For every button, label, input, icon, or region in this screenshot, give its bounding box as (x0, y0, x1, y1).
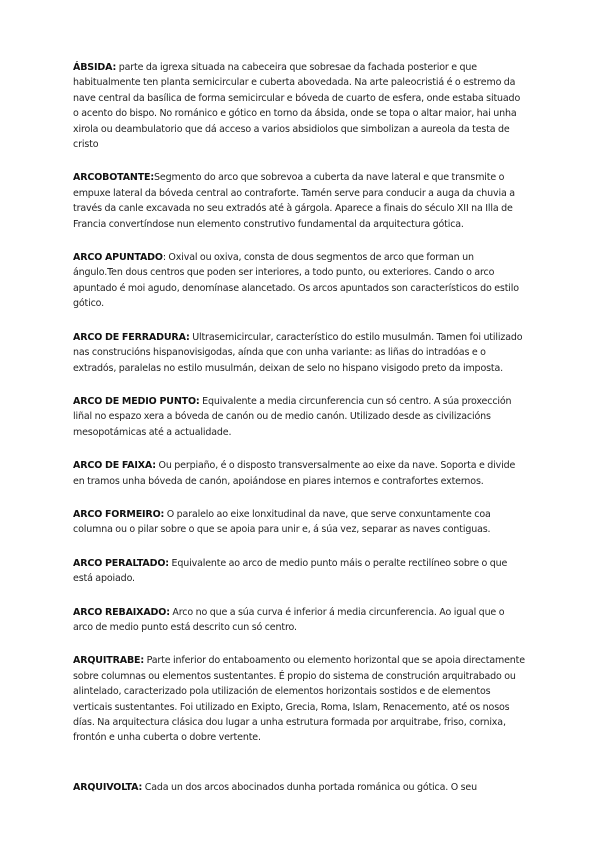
glossary-entry-arco-rebaixado (73, 605, 525, 636)
glossary-definition: parte da igrexa situada na cabeceira que sobresae da fachada posterior e que habitualmente ten planta semicircular e cuberta abovedada. Na arte paleocristiá é o estremo da nave central da basílica de forma semicircular e bóveda de cuarto de esfera, onde estaba situado o acento do bispo. No románico e gótico en torno da ábsida, onde se topa o altar maior, hai unha xirola ou deambulatorio que dá acceso a varios absidiolos que simbolizan a aureola da testa de cristo (73, 62, 521, 151)
glossary-entry-arco-de-ferradura (73, 330, 525, 376)
glossary-entry-arco-de-faixa (73, 458, 525, 489)
glossary-term: ARQUITRABE: (73, 655, 145, 667)
glossary-definition: Equivalente ao arco de medio punto máis o peralte rectilíneo sobre o que está apoiado. (73, 557, 508, 585)
glossary-term: ARCO DE MEDIO PUNTO: (73, 395, 200, 407)
glossary-definition: O paralelo ao eixe lonxitudinal da nave, que serve conxuntamente coa columna ou o pilar sobre o que se apoia para unir e, á súa vez, separar as naves contiguas. (73, 508, 491, 536)
glossary-term: ARCO DE FERRADURA: (73, 331, 190, 343)
glossary-definition: Equivalente a media circunferencia cun só centro. A súa proxección liñal no espazo xera a bóveda de canón ou de medio canón. Utilizado desde as civilizacións mesopotámicas até a actualidade. (73, 395, 512, 438)
glossary-entry-arquivolta (73, 780, 525, 795)
glossary-definition: Ultrasemicircular, característico do estilo musulmán. Tamen foi utilizado nas construcións hispanovisigodas, aínda que con unha variante: as liñas do intradóas e o extradós, paralelas no estilo musulmán, deixan de selo no hispano visigodo preto da imposta. (73, 331, 523, 374)
glossary-entry-absida (73, 60, 525, 152)
glossary-term: ARCO APUNTADO (73, 252, 163, 264)
glossary-definition: Parte inferior do entaboamento ou elemento horizontal que se apoia directamente sobre columnas ou elementos sustentantes. É propio do sistema de construción arquitrabado ou alintelado, caracterizado pola utilización de elementos horizontais sostidos e de elementos verticais sustentantes. Foi utilizado en Exipto, Grecia, Roma, Islam, Renacemento, até os nosos días. Na arquitectura clásica dou lugar a unha estrutura formada por arquitrabe, friso, cornixa, frontón e unha cuberta o dobre vertente. (73, 655, 525, 744)
glossary-entry-arco-de-medio-punto (73, 394, 525, 440)
glossary-definition: Cada un dos arcos abocinados dunha portada románica ou gótica. O seu (142, 781, 477, 793)
glossary-definition: Arco no que a súa curva é inferior á media circunferencia. Ao igual que o arco de medio punto está descrito cun só centro. (73, 606, 505, 633)
glossary-entry-arquitrabe (73, 653, 525, 745)
glossary-term: ARCO FORMEIRO: (73, 508, 165, 520)
glossary-entry-arco-apuntado (73, 250, 525, 312)
glossary-term: ARCOBOTANTE: (73, 172, 155, 184)
glossary-entry-arcobotante (73, 170, 525, 232)
glossary-entry-arco-formeiro (73, 507, 525, 538)
glossary-term: ÁBSIDA: (73, 62, 117, 73)
glossary-term: ARQUIVOLTA: (73, 781, 143, 793)
glossary-term: ARCO DE FAIXA: (73, 460, 156, 472)
glossary-entry-arco-peraltado (73, 556, 525, 587)
document-page (73, 60, 525, 813)
glossary-definition: Segmento do arco que sobrevoa a cuberta da nave lateral e que transmite o empuxe lateral da bóveda central ao contraforte. Tamén serve para conducir a auga da chuvia a través da canle excavada no seu extradós até à gárgola. Aparece a finais do século XII na Illa de Francia convertíndose nun elemento construtivo fundamental da arquitectura gótica. (73, 172, 515, 230)
glossary-term: ARCO REBAIXADO: (73, 606, 170, 618)
glossary-definition: : Oxival ou oxiva, consta de dous segmentos de arco que forman un ángulo.Ten dous centros que poden ser interiores, a todo punto, ou exteriores. Cando o arco apuntado é moi agudo, denomínase alancetado. Os arcos apuntados son característicos do estilo gótico. (73, 252, 519, 310)
glossary-definition: Ou perpiaño, é o disposto transversalmente ao eixe da nave. Soporta e divide en tramos unha bóveda de canón, apoiándose en piares internos e contrafortes externos. (73, 460, 516, 487)
glossary-term: ARCO PERALTADO: (73, 557, 169, 569)
